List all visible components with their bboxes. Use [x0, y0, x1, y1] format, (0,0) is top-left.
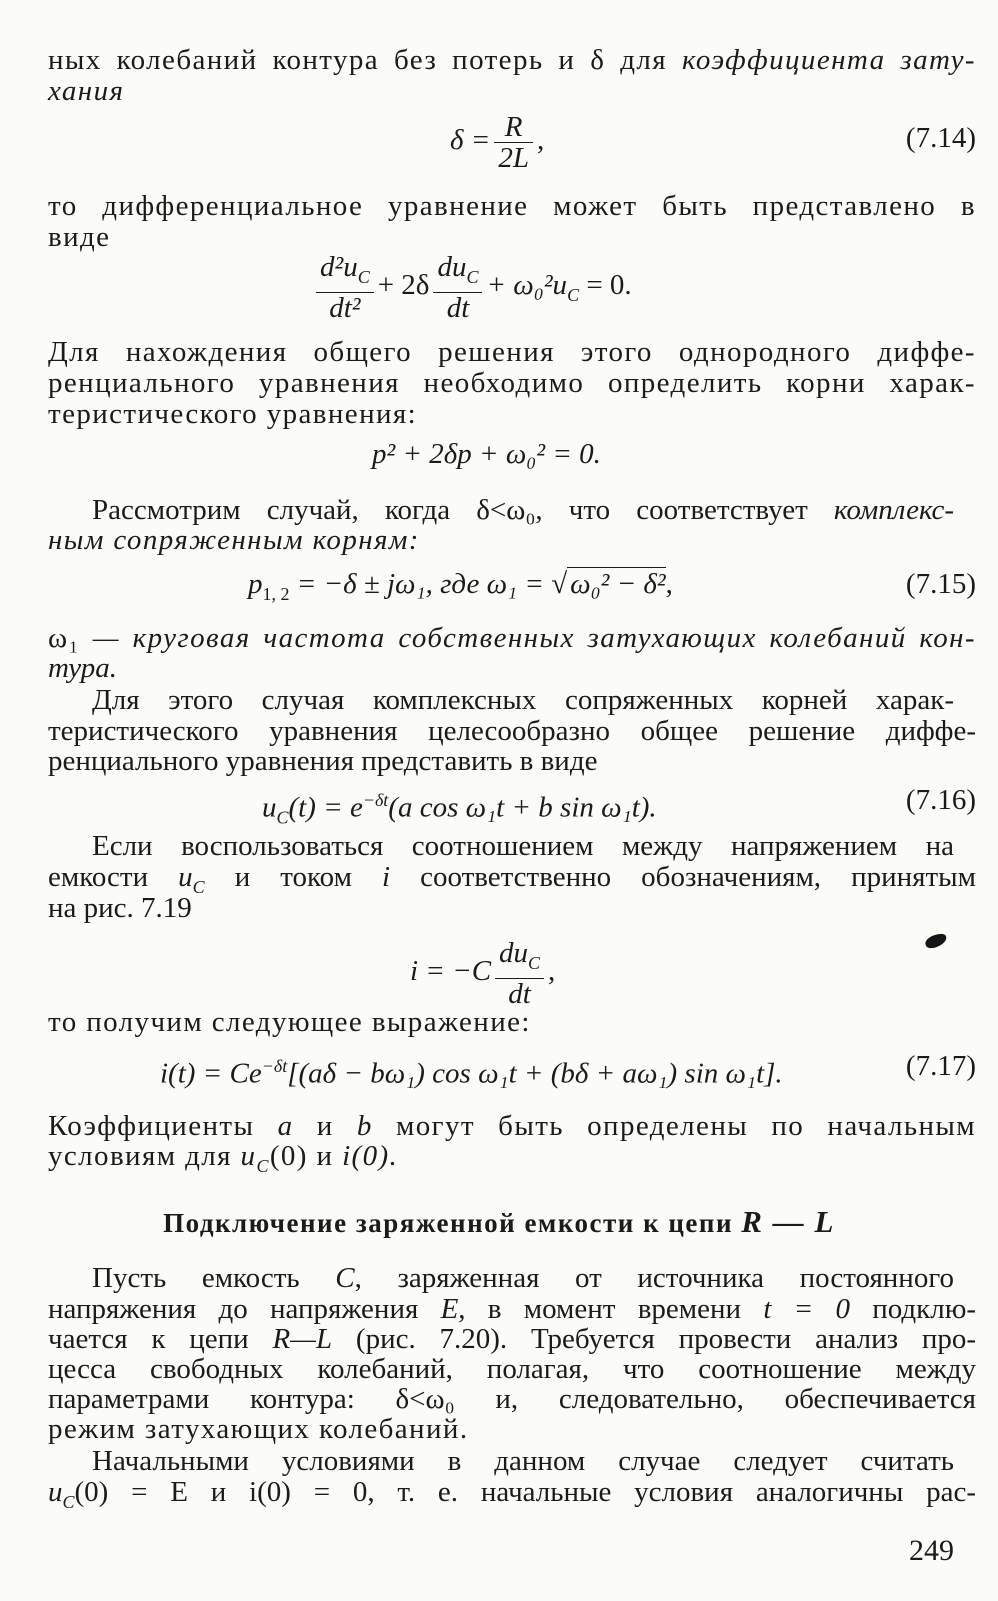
text-line-11: тура.	[48, 652, 117, 684]
text-line-6: ренциального уравнения необходимо определить корни харак-	[48, 367, 976, 399]
text-line-16: емкости $u_C$ и током i соответственно обозначениям, принятым	[48, 861, 976, 897]
equation-7-15: $p_{1, 2} = -\delta \pm j\omega_1$, где ω₁ = √ ω₀² − δ²,	[248, 568, 673, 604]
text-line-7: теристического уравнения:	[48, 398, 418, 430]
text-line-1: ных колебаний контура без потерь и δ для коэффициента зату-	[48, 44, 976, 76]
text-line-4: виде	[48, 221, 111, 253]
text-line-27: Начальными условиями в данном случае следует считать	[92, 1445, 954, 1477]
text-line-21: Пусть емкость C, заряженная от источника постоянного	[92, 1262, 954, 1294]
equation-number-7-15: (7.15)	[905, 568, 976, 600]
text-line-28: $u_C(0) = E$ и i(0) = 0, т. е. начальные условия аналогичны рас-	[48, 1476, 976, 1512]
text-line-24: цесса свободных колебаний, полагая, что соотношение между	[48, 1353, 976, 1385]
text-line-23: чается к цепи R—L (рис. 7.20). Требуется провести анализ про-	[48, 1323, 977, 1355]
text-line-13: теристического уравнения целесообразно общее решение диффе-	[48, 715, 976, 747]
text-line-17: на рис. 7.19	[48, 892, 192, 924]
text-line-8: Рассмотрим случай, когда δ<ω₀, что соответствует комплекс-	[92, 494, 955, 526]
text-line-10: ω₁ — круговая частота собственных затухающих колебаний кон-	[48, 622, 976, 654]
text-line-25: параметрами контура: δ<ω₀ и, следовательно, обеспечивается	[48, 1383, 976, 1415]
fraction-duc-dt: $\frac{du_C}{dt}$	[433, 252, 482, 323]
fraction-r-over-2l: $\frac{R}{2L}$	[494, 112, 533, 173]
text-line-20: условиям для $u_C(0)$ и i(0).	[48, 1140, 399, 1176]
equation-differential: $\frac{d^2u_C}{\text{dt²}}$ + 2δ $\frac{du_C}{dt}$ + $\omega_0^2u_C = 0$.	[312, 252, 632, 323]
section-heading: Подключение заряженной емкости к цепи R — L	[163, 1204, 835, 1239]
text-line-22: напряжения до напряжения E, в момент времени t = 0 подклю-	[48, 1293, 977, 1325]
equation-7-14: δ = $\frac{R}{2L}$ ,	[450, 111, 545, 174]
equation-7-17: $i(t) = Ce^{-\delta t}[(a\delta - b\omega_1)$ cos ω₁t + (bδ + aω₁) sin ω₁t].	[160, 1056, 783, 1090]
page-number: 249	[909, 1534, 954, 1567]
fraction-duc-dt-2: $\frac{du_C}{dt}$	[495, 938, 544, 1009]
equation-current: i = −C $\frac{du_C}{dt}$ ,	[410, 937, 556, 1010]
text-line-3: то дифференциальное уравнение может быть представлено в	[48, 190, 976, 222]
text-line-5: Для нахождения общего решения этого однородного диффе-	[48, 336, 976, 368]
fraction-d2uc-dt2: $\frac{d^2u_C}{\text{dt²}}$	[316, 252, 374, 323]
equation-number-7-16: (7.16)	[905, 784, 976, 816]
equation-7-16: $u_C(t) = e^{-\delta t}(a$ cos ω₁t + b sin ω₁t).	[262, 790, 657, 828]
text-line-2: хания	[48, 75, 125, 107]
text-line-12: Для этого случая комплексных сопряженных корней харак-	[92, 684, 954, 716]
text-line-18: то получим следующее выражение:	[48, 1006, 531, 1038]
text-line-26: режим затухающих колебаний.	[48, 1413, 469, 1445]
text-line-15: Если воспользоваться соотношением между напряжением на	[92, 830, 954, 862]
equation-characteristic: p² + 2δp + ω₀² = 0.	[372, 438, 601, 470]
text-line-9: ным сопряженным корням:	[48, 524, 420, 556]
equation-number-7-14: (7.14)	[905, 122, 976, 154]
text-line-19: Коэффициенты a и b могут быть определены по начальным	[48, 1110, 976, 1142]
equation-number-7-17: (7.17)	[905, 1050, 976, 1082]
text-line-14: ренциального уравнения представить в виде	[48, 745, 598, 777]
ink-blot	[924, 932, 949, 950]
